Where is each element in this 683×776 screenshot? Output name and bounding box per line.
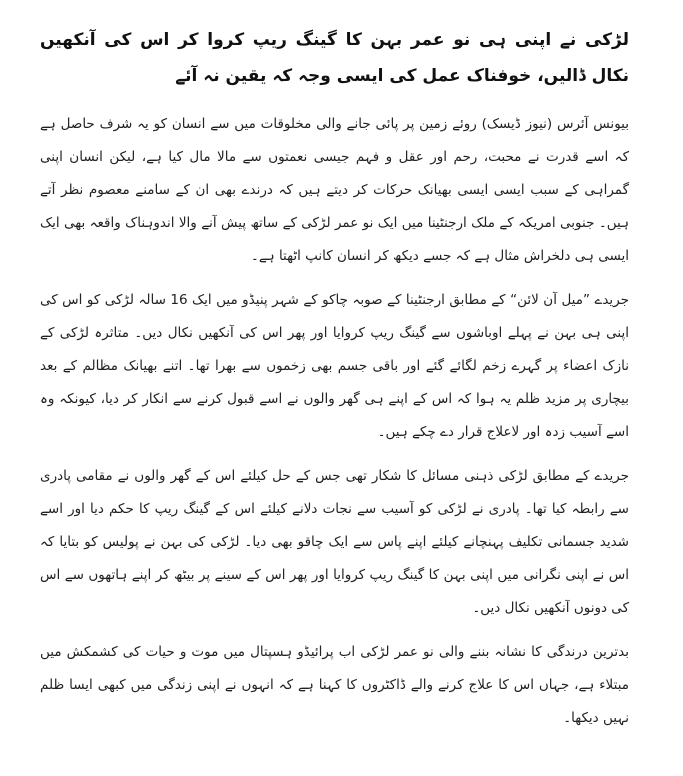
article-headline: لڑکی نے اپنی ہی نو عمر بہن کا گینگ ریپ کروا کر اس کی آنکھیں نکال ڈالیں، خوفناک عمل کی ایسی وجہ کہ یقین نہ آئے bbox=[40, 30, 629, 86]
article-paragraph-2: جریدے ”میل آن لائن“ کے مطابق ارجنٹینا کے صوبہ چاکو کے شہر پنیڈو میں ایک 16 سالہ لڑکی کو اس کی اپنی ہی بہن نے پہلے اوباشوں سے گینگ ریپ کروایا اور پھر اس کی آنکھیں نکال دیں۔ متاثرہ لڑکی کے نازک اعضاء پر گہرے زخم لگائے گئے اور باقی جسم بھی زخموں سے بھرا تھا۔ اتنے بھیانک مظالم کے بعد بیچاری پر مزید ظلم یہ ہوا کہ اس کے اپنے ہی گھر والوں نے اسے قبول کرنے سے انکار کر دیا، کیونکہ وہ اسے آسیب زدہ اور لاعلاج قرار دے چکے ہیں۔ bbox=[40, 292, 629, 440]
article-paragraph-3: جریدے کے مطابق لڑکی ذہنی مسائل کا شکار تھی جس کے حل کیلئے اس کے گھر والوں نے مقامی پادری سے رابطہ کیا تھا۔ پادری نے لڑکی کو آسیب سے نجات دلانے کیلئے اس کے گینگ ریپ کا حکم دیا اور اسے شدید جسمانی تکلیف پہنچانے کیلئے اپنے پاس سے ایک چاقو بھی دیا۔ لڑکی کی بہن نے پولیس کو بتایا کہ اس نے اپنی نگرانی میں اپنی بہن کا گینگ ریپ کروایا اور پھر اس کے سینے پر بیٹھ کر اپنے ہاتھوں سے اس کی دونوں آنکھیں نکال دیں۔ bbox=[40, 468, 629, 616]
article-paragraph-1: بیونس آئرس (نیوز ڈیسک) روئے زمین پر پائی جانے والی مخلوقات میں سے انسان کو یہ شرف حاصل ہے کہ اسے قدرت نے محبت، رحم اور عقل و فہم جیسی نعمتوں سے مالا مال کیا ہے، لیکن انسان اپنی گمراہی کے سبب ایسی ایسی بھیانک حرکات کر دیتے ہیں کہ درندے بھی ان کے سامنے معصوم نظر آتے ہیں۔ جنوبی امریکہ کے ملک ارجنٹینا میں ایک نو عمر لڑکی کے ساتھ پیش آنے والا اندوہناک واقعہ بھی ایک ایسی ہی دلخراش مثال ہے کہ جسے دیکھ کر انسان کانپ اٹھتا ہے۔ bbox=[40, 116, 629, 264]
article-paragraph-4: بدترین درندگی کا نشانہ بننے والی نو عمر لڑکی اب پرائیڈو ہسپتال میں موت و حیات کی کشمکش میں مبتلاء ہے، جہاں اس کا علاج کرنے والے ڈاکٹروں کا کہنا ہے کہ انہوں نے اپنی زندگی میں کبھی ایسا ظلم نہیں دیکھا۔ bbox=[40, 644, 629, 726]
